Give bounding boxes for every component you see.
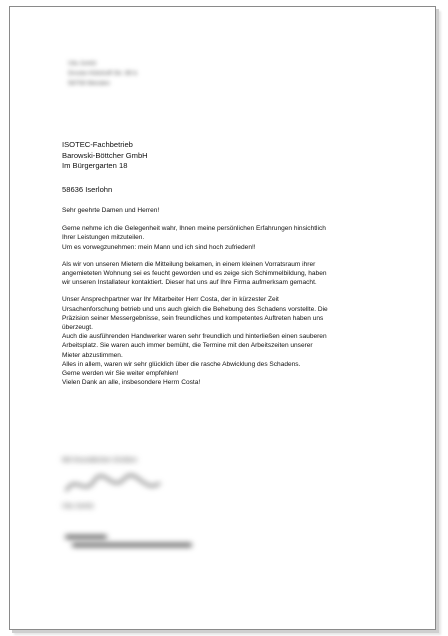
recipient-company: ISOTEC-Fachbetrieb	[62, 140, 133, 149]
recipient-company-name: Barowski-Böttcher GmbH	[62, 150, 148, 160]
paragraph-intro: Gerne nehme ich die Gelegenheit wahr, Ihnen meine persönlichen Erfahrungen hinsichtlich Ihrer Leistungen mitzuteilen. Um es vorwegzunehmen: mein Mann und ich sind hoch zufrieden!!	[62, 225, 326, 251]
sender-address	[68, 59, 137, 89]
letter-page	[9, 6, 436, 630]
blurred-mark	[72, 543, 192, 547]
sender-street: Droste-Hülshoff-Str. 89 b	[68, 70, 138, 77]
recipient-city: 58636 Iserlohn	[62, 184, 113, 194]
recipient-address	[62, 140, 148, 195]
signature-block	[62, 455, 182, 513]
signature-scribble	[62, 467, 182, 501]
paragraph-experience: Unser Ansprechpartner war Ihr Mitarbeiter Herr Costa, der in kürzester Zeit Ursachenforschung betrieb und uns auch gleich die Behebung des Schadens vorstellte. Die Präzision seiner Messergebnisse, sein freundliches und kompetentes Auftreten haben uns überzeugt. Auch die ausführenden Handwerker waren sehr freundlich und hinterließen einen sauberen Arbeitsplatz. Sie waren auch immer bemüht, die Termine mit den Arbeitszeiten unserer Mieter abzustimmen. Alles in allem, waren wir sehr glücklich über die rasche Abwicklung des Schadens. Gerne werden wir Sie weiter empfehlen! Vielen Dank an alle, insbesondere Herrn Costa!	[62, 296, 328, 387]
letter-body	[62, 206, 414, 387]
salutation: Sehr geehrte Damen und Herren!	[62, 207, 160, 214]
sender-name: Uta Juretz	[68, 60, 97, 67]
signer-name: Uta Juretz	[62, 503, 94, 510]
paragraph-background: Als wir von unseren Mietern die Mitteilung bekamen, in einem kleinen Vorratsraum ihrer angemieteten Wohnung sei es feucht geworden und es zeige sich Schimmelbildung, haben wir unseren Installateur kontaktiert. Dieser hat uns auf Ihre Firma aufmerksam gemacht.	[62, 260, 327, 287]
handwritten-signature-icon	[62, 467, 182, 501]
closing-phrase: Mit freundlichen Grüßen	[62, 457, 138, 464]
recipient-street: Im Bürgergarten 18	[62, 161, 128, 170]
blurred-mark	[65, 535, 107, 539]
sender-city: 58708 Menden	[68, 80, 111, 87]
